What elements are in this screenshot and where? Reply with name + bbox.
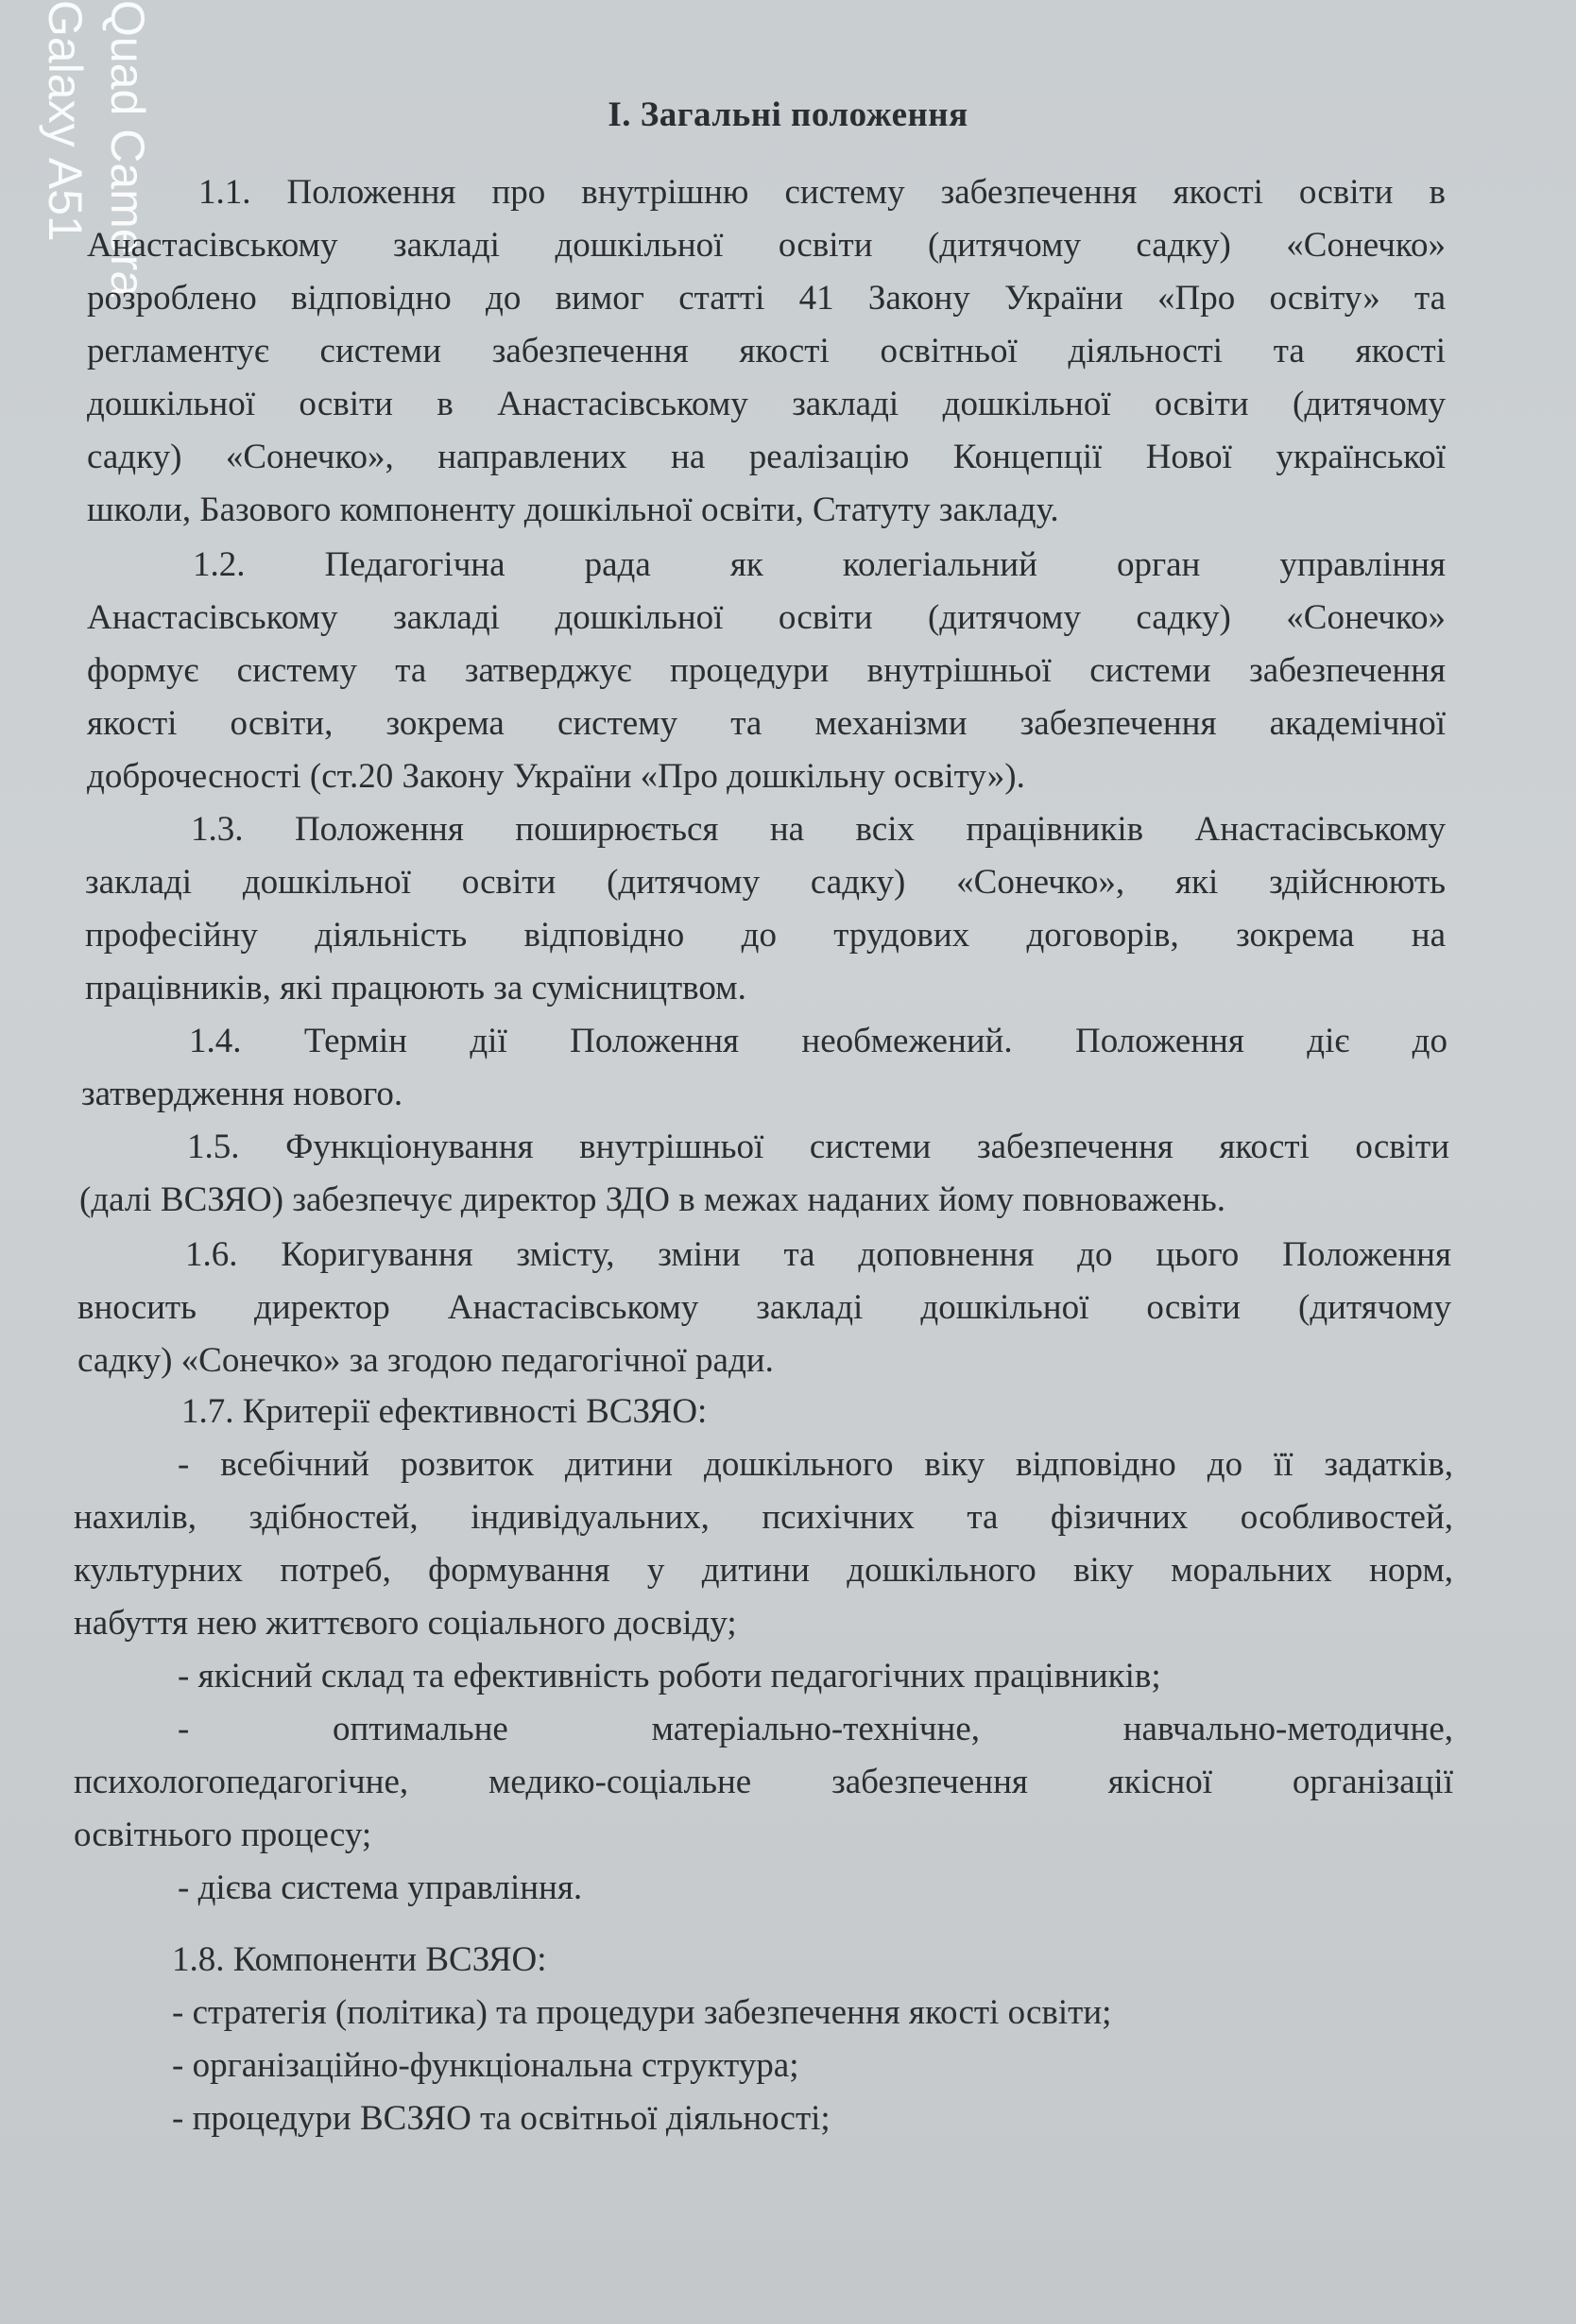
text-line: розроблено відповідно до вимог статті 41 Закону України «Про освіту» та: [87, 279, 1446, 318]
paragraph-1-8: [66, 1934, 1455, 2145]
text-line: - процедури ВСЗЯО та освітньої діяльності;: [172, 2099, 831, 2138]
text-line: формує систему та затверджує процедури внутрішньої системи забезпечення: [87, 651, 1446, 690]
text-line: садку) «Сонечко», направлених на реалізацію Концепції Нової української: [87, 438, 1446, 476]
section-title: І. Загальні положення: [608, 95, 968, 134]
text-line: освітнього процесу;: [74, 1816, 372, 1854]
text-line: - якісний склад та ефективність роботи педагогічних працівників;: [178, 1657, 1161, 1696]
text-line: 1.6. Коригування змісту, зміни та доповнення до цього Положення: [185, 1235, 1451, 1274]
text-line: 1.1. Положення про внутрішню систему забезпечення якості освіти в: [198, 173, 1446, 212]
text-line: психологопедагогічне, медико-соціальне забезпечення якісної організації: [74, 1763, 1453, 1801]
text-line: доброчесності (ст.20 Закону України «Про дошкільну освіту»).: [87, 757, 1025, 796]
text-line: дошкільної освіти в Анастасівському закладі дошкільної освіти (дитячому: [87, 385, 1446, 423]
text-line: - стратегія (політика) та процедури забезпечення якості освіти;: [172, 1993, 1112, 2032]
text-line: якості освіти, зокрема систему та механізми забезпечення академічної: [87, 704, 1446, 743]
watermark-line-2: Galaxy A51: [39, 0, 92, 242]
text-line: Анастасівському закладі дошкільної освіти (дитячому садку) «Сонечко»: [87, 226, 1446, 265]
text-line: набуття нею життєвого соціального досвіду;: [74, 1604, 737, 1643]
text-line: професійну діяльність відповідно до трудових договорів, зокрема на: [85, 916, 1446, 955]
text-line: 1.8. Компоненти ВСЗЯО:: [172, 1940, 547, 1979]
text-line: школи, Базового компоненту дошкільної освіти, Статуту закладу.: [87, 491, 1059, 529]
text-line: - організаційно-функціональна структура;: [172, 2046, 799, 2085]
text-line: нахилів, здібностей, індивідуальних, психічних та фізичних особливостей,: [74, 1498, 1453, 1537]
watermark-line-1: Quad Camera: [101, 0, 154, 298]
paragraph-1-4: [81, 1015, 1448, 1121]
text-line: культурних потреб, формування у дитини дошкільного віку моральних норм,: [74, 1551, 1453, 1590]
text-line: затвердження нового.: [81, 1075, 403, 1113]
paragraph-1-7: [74, 1386, 1453, 1915]
text-line: 1.2. Педагогічна рада як колегіальний орган управління: [193, 545, 1446, 584]
text-line: вносить директор Анастасівському закладі дошкільної освіти (дитячому: [77, 1288, 1451, 1327]
text-line: працівників, які працюють за сумісництвом.: [85, 969, 746, 1007]
text-line: 1.7. Критерії ефективності ВСЗЯО:: [181, 1392, 708, 1431]
text-line: закладі дошкільної освіти (дитячому садку) «Сонечко», які здійснюють: [85, 863, 1446, 902]
text-line: Анастасівському закладі дошкільної освіти (дитячому садку) «Сонечко»: [87, 598, 1446, 637]
text-line: садку) «Сонечко» за згодою педагогічної ради.: [77, 1341, 774, 1380]
text-line: - оптимальне матеріально-технічне, навчально-методичне,: [178, 1710, 1453, 1748]
text-line: 1.5. Функціонування внутрішньої системи забезпечення якості освіти: [187, 1128, 1449, 1166]
text-line: 1.4. Термін дії Положення необмежений. Положення діє до: [189, 1022, 1448, 1060]
text-line: регламентує системи забезпечення якості освітньої діяльності та якості: [87, 332, 1446, 370]
text-line: - дієва система управління.: [178, 1868, 583, 1907]
paragraph-1-6: [77, 1229, 1451, 1387]
paragraph-1-1: [87, 166, 1446, 537]
paragraph-1-5: [79, 1121, 1449, 1227]
text-line: 1.3. Положення поширюється на всіх працівників Анастасівському: [191, 810, 1446, 849]
paragraph-1-2: [87, 539, 1446, 803]
paragraph-1-3: [85, 803, 1446, 1015]
text-line: - всебічний розвиток дитини дошкільного віку відповідно до її задатків,: [178, 1445, 1453, 1484]
text-line: (далі ВСЗЯО) забезпечує директор ЗДО в межах наданих йому повноважень.: [79, 1180, 1225, 1219]
